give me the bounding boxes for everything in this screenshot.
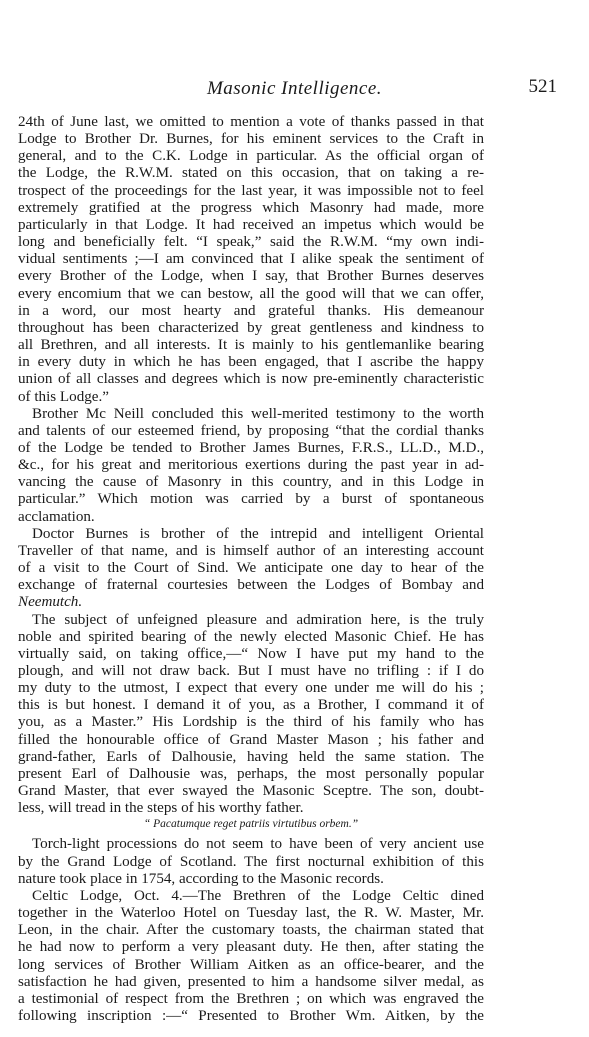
text-line: Leon, in the chair. After the customary toasts, the chairman stated that xyxy=(18,922,484,939)
text-line: nature took place in 1754, according to the Masonic records. xyxy=(18,870,384,887)
latin-quotation: “ Pacatumque reget patriis virtutibus orbem.” xyxy=(143,818,359,831)
text-line: particular.” Which motion was carried by a burst of spontaneous xyxy=(18,491,484,508)
text-line: he had now to perform a very pleasant duty. He then, after stating the xyxy=(18,939,484,956)
text-line: exchange of fraternal courtesies between the Lodges of Bombay and xyxy=(18,577,484,594)
text-line: long services of Brother William Aitken as an office-bearer, and the xyxy=(18,956,484,973)
text-line: general, and to the C.K. Lodge in particular. As the official organ of xyxy=(18,148,484,165)
text-line: plough, and will not draw back. But I must have no trifling : if I do xyxy=(18,663,484,679)
text-line: Grand Master, that ever swayed the Masonic Sceptre. The son, doubt- xyxy=(18,783,484,800)
text-line: Brother Mc Neill concluded this well-merited testimony to the worth xyxy=(32,405,484,422)
text-line: 24th of June last, we omitted to mention a vote of thanks passed in that xyxy=(18,114,484,130)
text-line: you, as a Master.” His Lordship is the third of his family who has xyxy=(18,714,484,731)
text-line: acclamation. xyxy=(18,508,95,525)
text-line: less, will tread in the steps of his worthy father. xyxy=(18,800,304,817)
text-line: and talents of our esteemed friend, by proposing “that the cordial thanks xyxy=(18,422,484,439)
text-line: of the Lodge be tended to Brother James Burnes, F.R.S., LL.D., M.D., xyxy=(18,439,484,456)
text-line: grand-father, Earls of Dalhousie, having held the same station. The xyxy=(18,748,484,765)
text-line: vancing the cause of Masonry in this country, and in this Lodge in xyxy=(18,474,484,491)
text-line: a testimonial of respect from the Brethren ; on which was engraved the xyxy=(18,990,484,1007)
text-line: &c., for his great and meritorious exertions during the past year in ad- xyxy=(18,457,484,474)
text-line: of this Lodge.” xyxy=(18,388,109,405)
text-line: this is but honest. I demand it of you, as a Brother, I command it of xyxy=(18,697,484,714)
text-line: Traveller of that name, and is himself author of an interesting account xyxy=(18,542,484,559)
text-line: noble and spirited bearing of the newly elected Masonic Chief. He has xyxy=(18,628,484,645)
text-line: Celtic Lodge, Oct. 4.—The Brethren of the Lodge Celtic dined xyxy=(32,887,484,904)
text-line: Lodge to Brother Dr. Burnes, for his eminent services to the Craft in xyxy=(18,131,484,148)
page-number: 521 xyxy=(528,76,557,97)
text-line: by the Grand Lodge of Scotland. The first nocturnal exhibition of this xyxy=(18,853,484,870)
text-line: Doctor Burnes is brother of the intrepid and intelligent Oriental xyxy=(32,525,484,542)
text-line: The subject of unfeigned pleasure and admiration here, is the truly xyxy=(32,611,484,628)
text-line: trospect of the proceedings for the last year, it was impossible not to feel xyxy=(18,182,484,199)
text-line: filled the honourable office of Grand Master Mason ; his father and xyxy=(18,731,484,748)
page-header xyxy=(20,78,569,106)
text-line: following inscription :—“ Presented to Brother Wm. Aitken, by the xyxy=(18,1007,484,1024)
text-line: in a word, our most hearty and grateful thanks. His demeanour xyxy=(18,302,484,319)
text-line: Neemutch. xyxy=(18,594,83,611)
text-line: present Earl of Dalhousie was, perhaps, the most personally popular xyxy=(18,765,484,782)
text-line: the Lodge, the R.W.M. stated on this occasion, that on taking a re- xyxy=(18,165,484,182)
text-line: Torch-light processions do not seem to have been of very ancient use xyxy=(32,836,484,853)
text-line: every Brother of the Lodge, when I say, that Brother Burnes deserves xyxy=(18,268,484,285)
text-line: vidual sentiments ;—I am convinced that I alike speak the sentiment of xyxy=(18,251,484,268)
text-line: of a visit to the Court of Sind. We anticipate one day to hear of the xyxy=(18,560,484,577)
text-line: union of all classes and degrees which is now pre-eminently characteristic xyxy=(18,371,484,388)
text-line: together in the Waterloo Hotel on Tuesday last, the R. W. Master, Mr. xyxy=(18,905,484,922)
text-line: every encomium that we can bestow, all the good will that we can offer, xyxy=(18,285,484,302)
text-line: in every duty in which he has been engaged, that I ascribe the happy xyxy=(18,354,484,371)
text-line: satisfaction he had given, presented to him a handsome silver medal, as xyxy=(18,973,484,990)
text-line: all Brethren, and all interests. It is mainly to his gentlemanlike bearing xyxy=(18,337,484,354)
text-line: particularly in that Lodge. It had received an impetus which would be xyxy=(18,216,484,233)
text-line: throughout has been characterized by great gentleness and kindness to xyxy=(18,319,484,336)
text-line: my duty to the utmost, I expect that every one under me will do his ; xyxy=(18,680,484,697)
article-body xyxy=(18,114,484,1025)
text-line: long and beneficially felt. “I speak,” said the R.W.M. “my own indi- xyxy=(18,234,484,251)
text-line: virtually said, on taking office,—“ Now I have put my hand to the xyxy=(18,645,484,662)
running-title: Masonic Intelligence. xyxy=(206,78,383,99)
text-line: extremely gratified at the progress which Masonry had made, more xyxy=(18,199,484,216)
